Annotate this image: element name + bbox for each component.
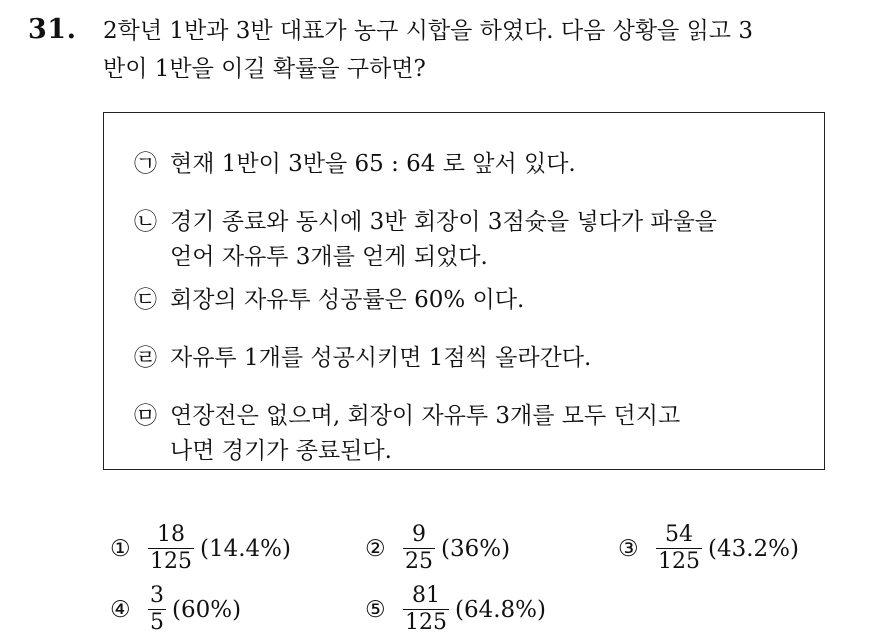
choice-mark: ⑤ — [365, 596, 386, 623]
choice-3[interactable] — [618, 522, 799, 575]
condition-item — [134, 399, 680, 469]
condition-item — [134, 283, 524, 318]
condition-mark: ㉠ — [134, 151, 157, 177]
condition-item — [134, 341, 591, 376]
question-number: 31. — [28, 14, 77, 45]
condition-text: 자유투 1개를 성공시키면 1점씩 올라간다. — [170, 345, 592, 371]
condition-item — [134, 205, 717, 275]
condition-text: 경기 종료와 동시에 3반 회장이 3점슛을 넣다가 파울을 — [170, 209, 718, 235]
fraction-numerator: 18 — [157, 522, 185, 547]
choice-fraction — [656, 522, 702, 575]
condition-text: 연장전은 없으며, 회장이 자유투 3개를 모두 던지고 — [170, 403, 681, 429]
question-text-line: 반이 1반을 이길 확률을 구하면? — [103, 56, 426, 82]
choice-fraction — [148, 522, 194, 575]
choice-mark: ③ — [618, 535, 639, 562]
question-text — [103, 12, 873, 88]
choice-2[interactable] — [365, 522, 510, 575]
choice-1[interactable] — [110, 522, 291, 575]
fraction-numerator: 54 — [665, 522, 693, 547]
choice-percent: (36%) — [441, 535, 511, 562]
choice-percent: (60%) — [172, 596, 242, 623]
choice-percent: (64.8%) — [455, 596, 547, 623]
fraction-denominator: 125 — [150, 549, 192, 574]
question-text-line: 2학년 1반과 3반 대표가 농구 시합을 하였다. 다음 상황을 읽고 3 — [103, 18, 753, 44]
fraction-numerator: 3 — [150, 583, 164, 608]
choice-5[interactable] — [365, 583, 546, 636]
choice-4[interactable] — [110, 583, 241, 636]
fraction-numerator: 9 — [412, 522, 426, 547]
choice-percent: (43.2%) — [708, 535, 800, 562]
condition-mark: ㉣ — [134, 345, 157, 371]
choice-fraction — [403, 583, 449, 636]
condition-mark: ㉤ — [134, 403, 157, 429]
fraction-denominator: 125 — [405, 610, 447, 635]
choice-mark: ② — [365, 535, 386, 562]
condition-mark: ㉡ — [134, 209, 157, 235]
choice-fraction — [148, 583, 166, 636]
condition-text: 나면 경기가 종료된다. — [170, 438, 392, 464]
condition-text: 현재 1반이 3반을 65 : 64 로 앞서 있다. — [170, 151, 576, 177]
conditions-box — [103, 112, 825, 470]
condition-mark: ㉢ — [134, 287, 157, 313]
fraction-denominator: 25 — [405, 549, 433, 574]
fraction-denominator: 5 — [150, 610, 164, 635]
fraction-numerator: 81 — [412, 583, 440, 608]
choice-mark: ① — [110, 535, 131, 562]
fraction-denominator: 125 — [658, 549, 700, 574]
condition-text: 회장의 자유투 성공률은 60% 이다. — [170, 287, 525, 313]
condition-item — [134, 147, 576, 182]
condition-text: 얻어 자유투 3개를 얻게 되었다. — [170, 244, 488, 270]
choice-fraction — [403, 522, 435, 575]
choice-mark: ④ — [110, 596, 131, 623]
choice-percent: (14.4%) — [200, 535, 292, 562]
